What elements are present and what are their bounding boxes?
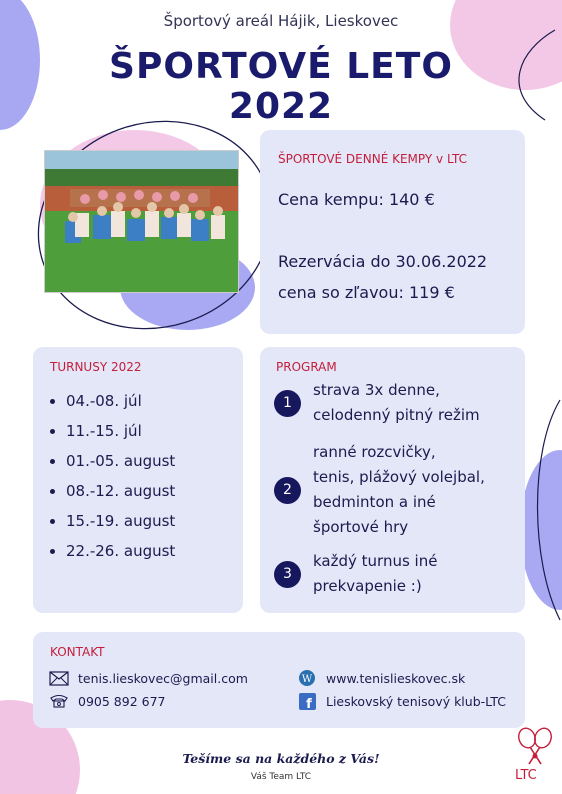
program-heading: PROGRAM: [276, 360, 337, 374]
phone-icon: [48, 692, 70, 710]
svg-text:W: W: [301, 674, 313, 685]
page-title-line1: ŠPORTOVÉ LETO: [109, 46, 453, 87]
number-badge: 3: [274, 561, 301, 588]
bullet-icon: [50, 429, 55, 434]
svg-text:f: f: [305, 696, 312, 710]
contact-email[interactable]: tenis.lieskovec@gmail.com: [48, 669, 248, 687]
contact-facebook[interactable]: f Lieskovský tenisový klub-LTC: [296, 692, 506, 710]
camp-price: Cena kempu: 140 €: [278, 190, 435, 209]
list-item: 08.-12. august: [50, 476, 175, 506]
kontakt-heading: KONTAKT: [50, 645, 105, 659]
list-item: 11.-15. júl: [50, 416, 175, 446]
bullet-icon: [50, 549, 55, 554]
program-item-1: 1 strava 3x denne, celodenný pitný režim: [274, 378, 480, 428]
list-item: 15.-19. august: [50, 506, 175, 536]
list-item: 01.-05. august: [50, 446, 175, 476]
ltc-logo-text: LTC: [515, 768, 537, 783]
program-item-2: 2 ranné rozcvičky, tenis, plážový volejbal, bedminton a iné športové hry: [274, 440, 485, 540]
list-item: 22.-26. august: [50, 536, 175, 566]
bullet-icon: [50, 519, 55, 524]
footer-signature: Váš Team LTC: [250, 772, 312, 782]
footer-greeting: Tešíme sa na každého z Vás!: [182, 751, 380, 766]
bullet-icon: [50, 399, 55, 404]
group-photo-illustration: [45, 151, 239, 293]
camp-reservation: Rezervácia do 30.06.2022: [278, 252, 488, 271]
bullet-icon: [50, 489, 55, 494]
number-badge: 2: [274, 477, 301, 504]
wordpress-icon: [296, 669, 318, 687]
turnusy-heading: TURNUSY 2022: [50, 360, 142, 374]
list-item: 04.-08. júl: [50, 386, 175, 416]
turnusy-list: [50, 386, 175, 566]
ltc-logo-icon: [515, 726, 555, 768]
bullet-icon: [50, 459, 55, 464]
camp-discount: cena so zľavou: 119 €: [278, 283, 455, 302]
facebook-icon: [296, 692, 318, 710]
page-title-line2: 2022: [228, 86, 334, 127]
envelope-icon: [48, 669, 70, 687]
contact-web[interactable]: W www.tenislieskovec.sk: [296, 669, 465, 687]
contact-phone[interactable]: 0905 892 677: [48, 692, 165, 710]
program-item-3: 3 každý turnus iné prekvapenie :): [274, 549, 437, 599]
venue-subtitle: Športový areál Hájik, Lieskovec: [163, 12, 399, 30]
number-badge: 1: [274, 390, 301, 417]
camp-heading: ŠPORTOVÉ DENNÉ KEMPY v LTC: [278, 152, 467, 166]
group-photo: [44, 150, 239, 293]
